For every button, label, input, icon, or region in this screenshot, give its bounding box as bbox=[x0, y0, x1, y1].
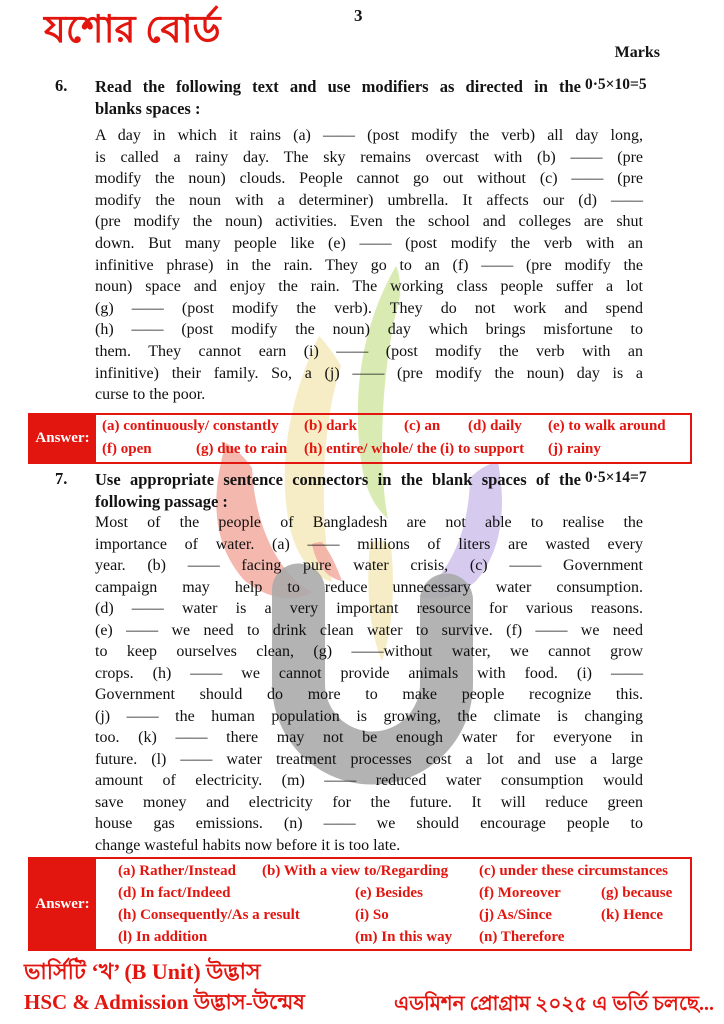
footer-unit-title: ভার্সিটি ‘খ’ (B Unit) উদ্ভাস bbox=[24, 959, 261, 984]
passage-line: infinitive) their family. So, a (j) —— (pre modify the noun) day is a bbox=[95, 364, 643, 382]
passage-line: (e) —— we need to drink clean water to survive. (f) —— we need bbox=[95, 621, 643, 639]
answer-row bbox=[30, 441, 690, 463]
passage-line: to keep ourselves clean, (g) ——without water, we cannot grow bbox=[95, 643, 643, 660]
passage-line: Government should do more to make people recognize this. bbox=[95, 686, 643, 703]
answer-item: (a) Rather/Instead bbox=[118, 863, 236, 879]
question-6-instruction-line2: blanks spaces : bbox=[95, 98, 201, 118]
answer-item: (j) As/Since bbox=[479, 907, 552, 923]
answer-row bbox=[30, 907, 690, 929]
answer-item: (c) an bbox=[404, 418, 441, 434]
answer-item: (m) In this way bbox=[355, 929, 453, 945]
passage-line: campaign may help to reduce unnecessary water consumption. bbox=[95, 578, 643, 596]
passage-line: is called a rainy day. The sky remains overcast with (b) —— (pre bbox=[95, 148, 643, 166]
passage-line: (g) —— (post modify the verb). They do not work and spend bbox=[95, 299, 643, 317]
passage-line: amount of electricity. (m) —— reduced water consumption would bbox=[95, 772, 643, 789]
answer-item: (j) rainy bbox=[548, 441, 601, 457]
footer-admission-notice: এডমিশন প্রোগ্রাম ২০২৫ এ ভর্তি চলছে... bbox=[394, 993, 714, 1015]
answer-item: (b) With a view to/Regarding bbox=[262, 863, 449, 879]
passage-line: (j) —— the human population is growing, the climate is changing bbox=[95, 707, 643, 725]
answer-item: (d) daily bbox=[468, 418, 522, 434]
question-6-passage bbox=[95, 125, 643, 406]
passage-line: future. (l) —— water treatment processes cost a lot and use a large bbox=[95, 750, 643, 768]
answer-item: (a) continuously/ constantly bbox=[102, 418, 279, 434]
question-6-answer-box bbox=[28, 413, 692, 464]
question-7-instruction-line1: Use appropriate sentence connectors in the blank spaces of the bbox=[95, 470, 581, 489]
passage-line: year. (b) —— facing pure water crisis, (c) —— Government bbox=[95, 557, 643, 574]
passage-line: curse to the poor. bbox=[95, 386, 206, 404]
page-number: 3 bbox=[354, 6, 363, 25]
answer-item: (i) So bbox=[355, 907, 389, 923]
answer-item: (g) due to rain bbox=[196, 441, 288, 457]
answer-item: (b) dark bbox=[304, 418, 357, 434]
question-7-marks: 0·5×14=7 bbox=[585, 469, 647, 486]
question-7-instruction-line2: following passage : bbox=[95, 491, 228, 511]
answer-item: (d) In fact/Indeed bbox=[118, 885, 231, 901]
answer-item: (e) to walk around bbox=[548, 418, 666, 434]
passage-line: (pre modify the noun) activities. Even the school and colleges are shut bbox=[95, 213, 643, 231]
question-6-marks: 0·5×10=5 bbox=[585, 76, 647, 93]
passage-line: noun) space and enjoy the rain. The working class people suffer a lot bbox=[95, 278, 643, 296]
passage-line: crops. (h) —— we cannot provide animals with food. (i) —— bbox=[95, 664, 643, 682]
answer-item: (l) In addition bbox=[118, 929, 208, 945]
answer-row bbox=[30, 863, 690, 885]
answer-item: (c) under these circumstances bbox=[479, 863, 668, 879]
passage-line: too. (k) —— there may not be enough water for everyone in bbox=[95, 729, 643, 746]
answer-row bbox=[30, 929, 690, 951]
passage-line: down. But many people like (e) —— (post modify the verb with an bbox=[95, 234, 643, 252]
question-7-instruction bbox=[95, 469, 581, 512]
passage-line: them. They cannot earn (i) —— (post modify the verb with an bbox=[95, 342, 643, 360]
answer-label: Answer: bbox=[30, 859, 96, 950]
passage-line: house gas emissions. (n) —— we should encourage people to bbox=[95, 815, 643, 832]
passage-line: (h) —— (post modify the noun) day which brings misfortune to bbox=[95, 321, 643, 339]
answer-item: (h) entire/ whole/ the bbox=[304, 441, 437, 457]
passage-line: Most of the people of Bangladesh are not able to realise the bbox=[95, 514, 643, 531]
answer-item: (f) open bbox=[102, 441, 152, 457]
passage-line: A day in which it rains (a) —— (post modify the verb) all day long, bbox=[95, 127, 643, 144]
question-7-passage bbox=[95, 512, 643, 856]
passage-line: modify the noun with a determiner) umbrella. It affects our (d) —— bbox=[95, 191, 643, 209]
question-6-instruction-line1: Read the following text and use modifiers as directed in the bbox=[95, 77, 581, 96]
answer-row bbox=[30, 418, 690, 440]
question-6-number: 6. bbox=[55, 76, 68, 95]
answer-item: (k) Hence bbox=[601, 907, 664, 923]
passage-line: change wasteful habits now before it is too late. bbox=[95, 836, 401, 854]
answer-row bbox=[30, 885, 690, 907]
answer-item: (h) Consequently/As a result bbox=[118, 907, 300, 923]
answer-label: Answer: bbox=[30, 415, 96, 463]
passage-line: importance of water. (a) —— millions of liters are wasted every bbox=[95, 535, 643, 553]
question-7-number: 7. bbox=[55, 469, 68, 488]
marks-column-label: Marks bbox=[614, 44, 660, 61]
passage-line: save money and electricity for the future. It will reduce green bbox=[95, 793, 643, 811]
board-title: যশোর বোর্ড bbox=[44, 9, 221, 51]
question-7-answer-box bbox=[28, 857, 692, 951]
answer-item: (f) Moreover bbox=[479, 885, 561, 901]
passage-line: (d) —— water is a very important resource for various reasons. bbox=[95, 600, 643, 617]
answer-item: (g) because bbox=[601, 885, 673, 901]
passage-line: modify the noun) clouds. People cannot go out without (c) —— (pre bbox=[95, 170, 643, 188]
answer-item: (i) to support bbox=[440, 441, 525, 457]
answer-item: (n) Therefore bbox=[479, 929, 565, 945]
passage-line: infinitive phrase) in the rain. They go to an (f) —— (pre modify the bbox=[95, 256, 643, 274]
answer-item: (e) Besides bbox=[355, 885, 423, 901]
question-6-instruction bbox=[95, 76, 581, 119]
footer-program-title: HSC & Admission উদ্ভাস-উন্মেষ bbox=[24, 990, 305, 1014]
